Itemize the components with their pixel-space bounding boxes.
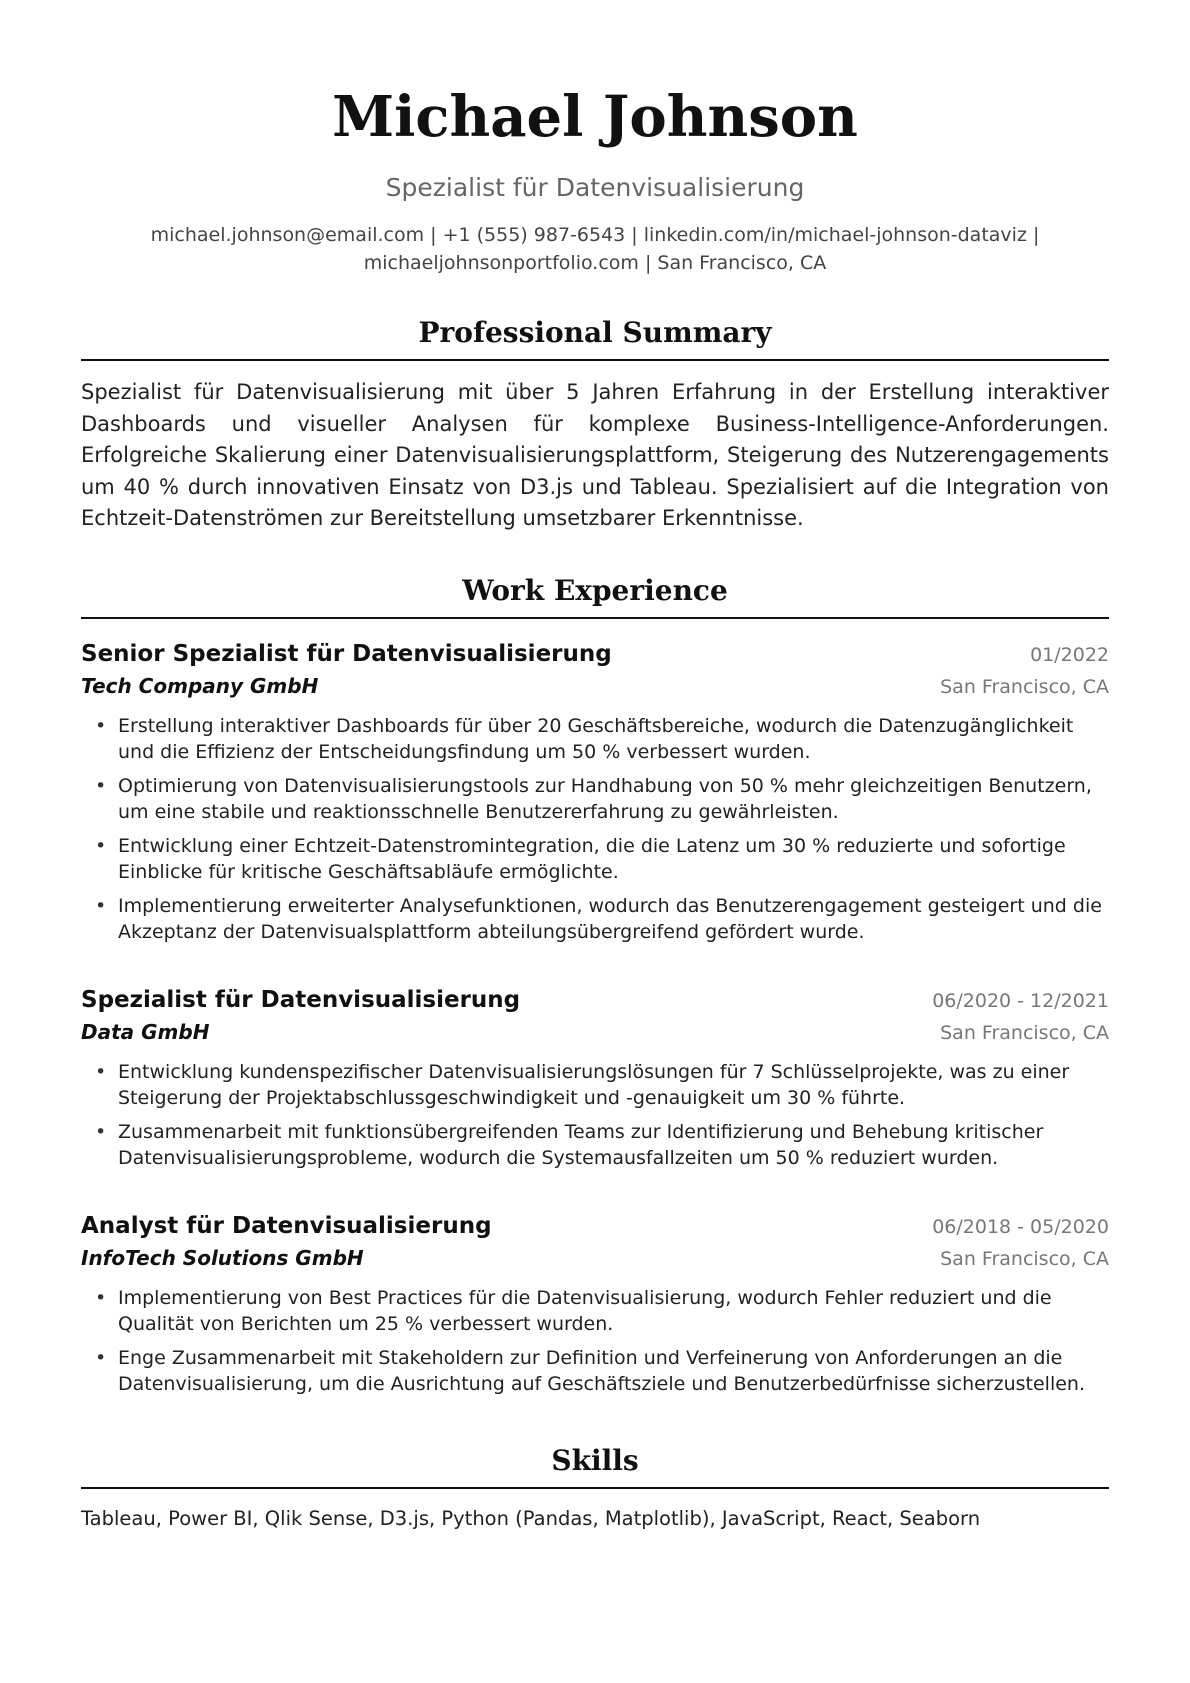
experience-section xyxy=(81,573,1109,1397)
company-name: Data GmbH xyxy=(81,1019,210,1044)
summary-heading: Professional Summary xyxy=(81,315,1109,361)
bullet-item: • Optimierung von Datenvisualisierungstools zur Handhabung von 50 % mehr gleichzeitigen Benutzern, um eine stabile und reaktionsschnelle Benutzererfahrung zu gewährleisten. xyxy=(81,773,1109,825)
company-name: Tech Company GmbH xyxy=(81,673,319,698)
company-name: InfoTech Solutions GmbH xyxy=(81,1245,364,1270)
skills-heading: Skills xyxy=(81,1443,1109,1489)
job-company-row xyxy=(81,1017,1109,1047)
job-date: 06/2020 - 12/2021 xyxy=(932,989,1109,1012)
bullet-item: • Entwicklung kundenspezifischer Datenvisualisierungslösungen für 7 Schlüsselprojekte, was zu einer Steigerung der Projektabschlussgeschwindigkeit und -genauigkeit um 30 % führte. xyxy=(81,1059,1109,1111)
job-date: 01/2022 xyxy=(1030,643,1109,666)
job-company-row xyxy=(81,671,1109,701)
job-location: San Francisco, CA xyxy=(940,675,1109,698)
resume-header xyxy=(81,0,1109,277)
job-location: San Francisco, CA xyxy=(940,1247,1109,1270)
experience-heading: Work Experience xyxy=(81,573,1109,619)
bullet-item: • Enge Zusammenarbeit mit Stakeholdern zur Definition und Verfeinerung von Anforderungen an die Datenvisualisierung, um die Ausrichtung auf Geschäftsziele und Benutzerbedürfnisse sicherzustellen. xyxy=(81,1345,1109,1397)
bullet-item: • Implementierung von Best Practices für die Datenvisualisierung, wodurch Fehler reduziert und die Qualität von Berichten um 25 % verbessert wurden. xyxy=(81,1285,1109,1337)
job-bullets xyxy=(81,713,1109,945)
contact-line-2: michaeljohnsonportfolio.com | San Francisco, CA xyxy=(363,252,827,274)
job-location: San Francisco, CA xyxy=(940,1021,1109,1044)
job-entry xyxy=(81,1209,1109,1397)
contact-info xyxy=(81,221,1109,277)
job-bullets xyxy=(81,1059,1109,1171)
candidate-name: Michael Johnson xyxy=(332,84,858,150)
job-title: Senior Spezialist für Datenvisualisierung xyxy=(81,640,612,667)
bullet-item: • Zusammenarbeit mit funktionsübergreifenden Teams zur Identifizierung und Behebung kritischer Datenvisualisierungsprobleme, wodurch die Systemausfallzeiten um 50 % reduziert wurden. xyxy=(81,1119,1109,1171)
job-header-row xyxy=(81,637,1109,671)
summary-section xyxy=(81,315,1109,535)
summary-text: Spezialist für Datenvisualisierung mit über 5 Jahren Erfahrung in der Erstellung interaktiver Dashboards und visueller Analysen für komplexe Business-Intelligence-Anforderungen. Erfolgreiche Skalierung einer Datenvisualisierungsplattform, Steigerung des Nutzerengagements um 40 % durch innovativen Einsatz von D3.js und Tableau. Spezialisiert auf die Integration von Echtzeit-Datenströmen zur Bereitstellung umsetzbarer Erkenntnisse. xyxy=(81,380,1109,530)
job-entry xyxy=(81,983,1109,1171)
bullet-item: • Erstellung interaktiver Dashboards für über 20 Geschäftsbereiche, wodurch die Datenzugänglichkeit und die Effizienz der Entscheidungsfindung um 50 % verbessert wurden. xyxy=(81,713,1109,765)
job-company-row xyxy=(81,1243,1109,1273)
job-date: 06/2018 - 05/2020 xyxy=(932,1215,1109,1238)
bullet-item: • Entwicklung einer Echtzeit-Datenstromintegration, die die Latenz um 30 % reduzierte und sofortige Einblicke für kritische Geschäftsabläufe ermöglichte. xyxy=(81,833,1109,885)
job-title-headline: Spezialist für Datenvisualisierung xyxy=(385,173,805,202)
contact-line-1: michael.johnson@email.com | +1 (555) 987-6543 | linkedin.com/in/michael-johnson-dataviz | xyxy=(150,224,1040,246)
job-header-row xyxy=(81,1209,1109,1243)
skills-section xyxy=(81,1443,1109,1533)
job-title: Analyst für Datenvisualisierung xyxy=(81,1212,492,1239)
job-title: Spezialist für Datenvisualisierung xyxy=(81,986,521,1013)
bullet-item: • Implementierung erweiterter Analysefunktionen, wodurch das Benutzerengagement gesteigert und die Akzeptanz der Datenvisualsplattform abteilungsübergreifend gefördert wurde. xyxy=(81,893,1109,945)
job-entry xyxy=(81,637,1109,945)
skills-list: Tableau, Power BI, Qlik Sense, D3.js, Python (Pandas, Matplotlib), JavaScript, React, Seaborn xyxy=(81,1506,981,1530)
job-header-row xyxy=(81,983,1109,1017)
job-bullets xyxy=(81,1285,1109,1397)
